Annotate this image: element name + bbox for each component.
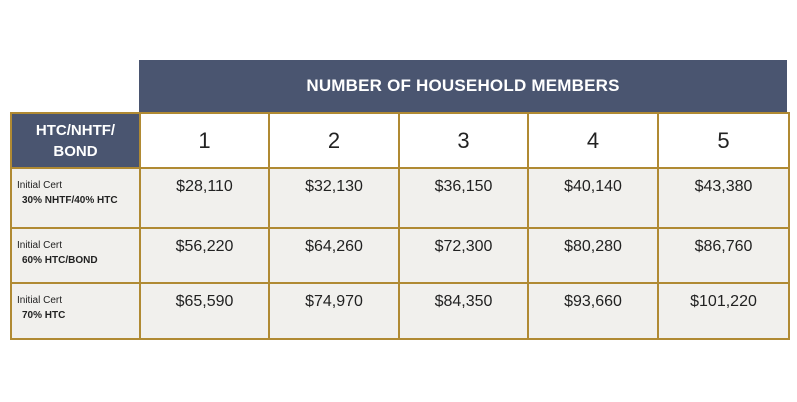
income-cell: $74,970 [269, 283, 399, 339]
program-header-line-1: HTC/NHTF/ [35, 121, 116, 139]
income-cell: $64,260 [269, 228, 399, 283]
income-limits-table [10, 112, 790, 340]
column-header-3: 3 [399, 113, 528, 168]
column-header-1: 1 [140, 113, 269, 168]
table-row [11, 168, 789, 228]
column-header-5: 5 [658, 113, 789, 168]
row-label-title: Initial Cert [17, 240, 63, 251]
program-header-line-2: BOND [53, 142, 98, 160]
income-cell: $36,150 [399, 168, 528, 228]
income-cell: $72,300 [399, 228, 528, 283]
row-label [11, 283, 140, 339]
income-cell: $86,760 [658, 228, 789, 283]
income-cell: $56,220 [140, 228, 269, 283]
income-cell: $43,380 [658, 168, 789, 228]
program-header [11, 113, 140, 168]
row-label [11, 168, 140, 228]
row-label-program: 30% NHTF/40% HTC [22, 195, 118, 206]
table-row [11, 283, 789, 339]
income-cell: $84,350 [399, 283, 528, 339]
household-members-banner [139, 60, 787, 112]
header-row [11, 113, 789, 168]
income-cell: $32,130 [269, 168, 399, 228]
income-cell: $93,660 [528, 283, 658, 339]
income-cell: $80,280 [528, 228, 658, 283]
table-row [11, 228, 789, 283]
column-header-4: 4 [528, 113, 658, 168]
row-label-title: Initial Cert [17, 180, 63, 191]
row-label-program: 70% HTC [22, 310, 66, 321]
banner-title: NUMBER OF HOUSEHOLD MEMBERS [306, 76, 620, 95]
row-label-title: Initial Cert [17, 295, 63, 306]
income-cell: $65,590 [140, 283, 269, 339]
income-cell: $28,110 [140, 168, 269, 228]
row-label-program: 60% HTC/BOND [22, 255, 98, 266]
income-cell: $40,140 [528, 168, 658, 228]
income-cell: $101,220 [658, 283, 789, 339]
column-header-2: 2 [269, 113, 399, 168]
row-label [11, 228, 140, 283]
